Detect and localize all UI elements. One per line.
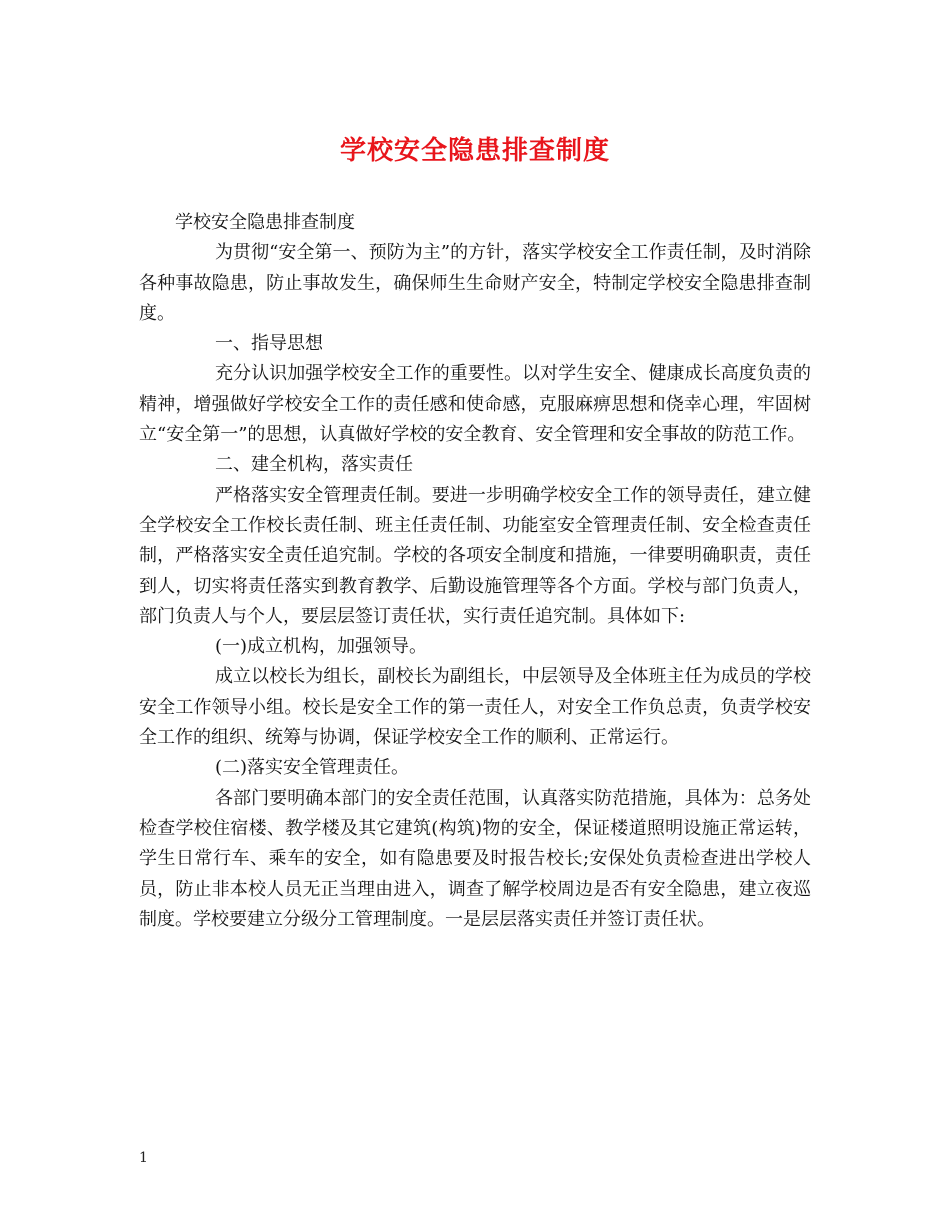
document-body xyxy=(139,208,811,935)
body-paragraph: 严格落实安全管理责任制。要进一步明确学校安全工作的领导责任，建立健全学校安全工作校长责任制、班主任责任制、功能室安全管理责任制、安全检查责任制，严格落实安全责任追究制。学校的各项安全制度和措施，一律要明确职责，责任到人，切实将责任落实到教育教学、后勤设施管理等各个方面。学校与部门负责人，部门负责人与个人，要层层签订责任状，实行责任追究制。具体如下: xyxy=(139,484,811,627)
section-heading-organization: 二、建全机构，落实责任 xyxy=(215,454,413,476)
page-number: 1 xyxy=(139,1150,148,1166)
body-paragraph: 各部门要明确本部门的安全责任范围，认真落实防范措施，具体为：总务处检查学校住宿楼、教学楼及其它建筑(构筑)物的安全，保证楼道照明设施正常运转，学生日常行车、乘车的安全，如有隐患要及时报告校长;安保处负责检查进出学校人员，防止非本校人员无正当理由进入，调查了解学校周边是否有安全隐患，建立夜巡制度。学校要建立分级分工管理制度。一是层层落实责任并签订责任状。 xyxy=(139,787,811,930)
subsection-heading-establish-organization: (一)成立机构，加强领导。 xyxy=(215,636,428,658)
body-paragraph: 充分认识加强学校安全工作的重要性。以对学生安全、健康成长高度负责的精神，增强做好学校安全工作的责任感和使命感，克服麻痹思想和侥幸心理，牢固树立“安全第一”的思想，认真做好学校的安全教育、安全管理和安全事故的防范工作。 xyxy=(139,363,811,446)
body-paragraph: 成立以校长为组长，副校长为副组长，中层领导及全体班主任为成员的学校安全工作领导小组。校长是安全工作的第一责任人，对安全工作负总责，负责学校安全工作的组织、统筹与协调，保证学校安全工作的顺利、正常运行。 xyxy=(139,666,811,749)
document-title: 学校安全隐患排查制度 xyxy=(339,136,610,166)
subsection-heading-safety-responsibility: (二)落实安全管理责任。 xyxy=(215,757,410,779)
section-heading-guiding-ideology: 一、指导思想 xyxy=(215,333,323,355)
subtitle-paragraph: 学校安全隐患排查制度 xyxy=(175,212,355,233)
intro-paragraph: 为贯彻“安全第一、预防为主”的方针，落实学校安全工作责任制，及时消除各种事故隐患，防止事故发生，确保师生生命财产安全，特制定学校安全隐患排查制度。 xyxy=(139,242,811,324)
